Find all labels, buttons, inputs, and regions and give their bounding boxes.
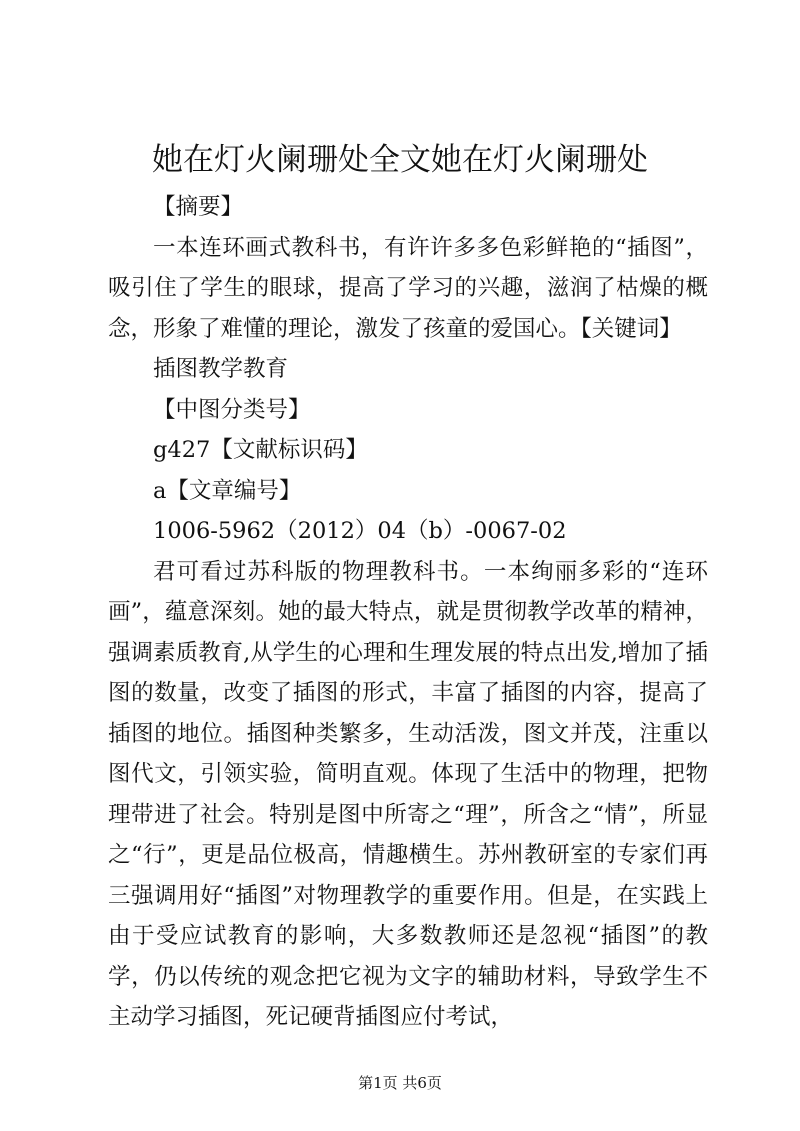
- document-body: [108, 187, 708, 1038]
- page-footer: 第1页 共6页: [358, 1074, 442, 1092]
- document-title: 她在灯火阑珊处全文她在灯火阑珊处: [152, 142, 648, 178]
- classification-heading: 【中图分类号】: [153, 396, 311, 423]
- abstract-paragraph: 一本连环画式教科书，有许许多多色彩鲜艳的“插图”，吸引住了学生的眼球，提高了学习的兴趣，滋润了枯燥的概念，形象了难懂的理论，激发了孩童的爱国心。【关键词】: [108, 234, 708, 342]
- abstract-heading: 【摘要】: [153, 194, 244, 220]
- classification-line: g427【文献标识码】: [153, 437, 368, 463]
- article-number-line: 1006-5962（2012）04（b）-0067-02: [153, 518, 567, 544]
- body-paragraph: 君可看过苏科版的物理教科书。一本绚丽多彩的“连环画”，蕴意深刻。她的最大特点，就是贯彻教学改革的精神，强调素质教育,从学生的心理和生理发展的特点出发,增加了插图的数量，改变了插图的形式，丰富了插图的内容，提高了插图的地位。插图种类繁多，生动活泼，图文并茂，注重以图代文，引领实验，简明直观。体现了生活中的物理，把物理带进了社会。特别是图中所寄之“理”，所含之“情”，所显之“行”，更是品位极高，情趣横生。苏州教研室的专家们再三强调用好“插图”对物理教学的重要作用。但是，在实践上由于受应试教育的影响，大多数教师还是忽视“插图”的教学，仍以传统的观念把它视为文字的辅助材料，导致学生不主动学习插图，死记硬背插图应付考试，: [108, 558, 708, 1030]
- document-code-line: a【文章编号】: [153, 477, 302, 504]
- keywords-line: 插图教学教育: [153, 356, 289, 382]
